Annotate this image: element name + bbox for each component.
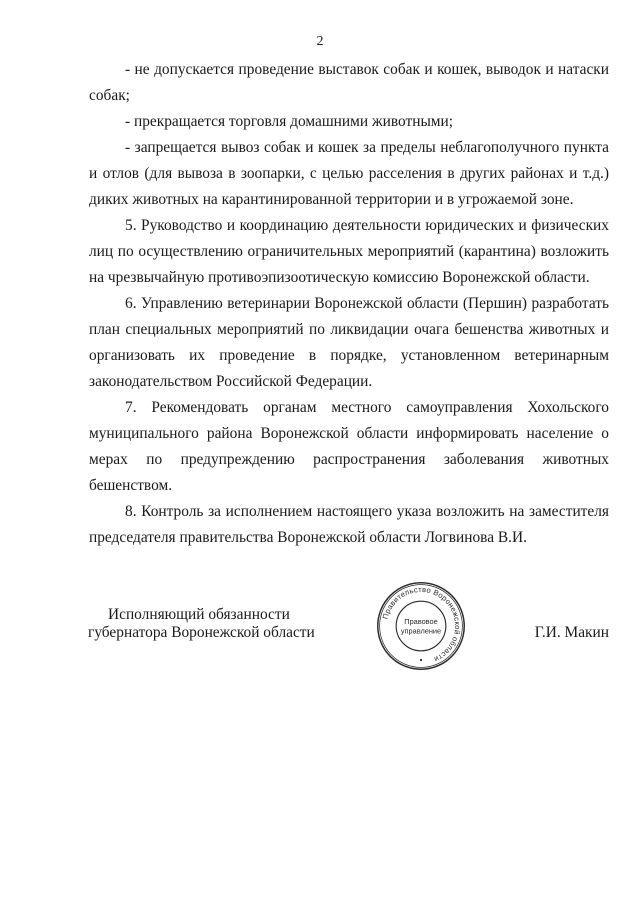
paragraph-item-5: 5. Руководство и координацию деятельности юридических и физических лиц по осуществлению ограничительных мероприятий (карантина) возложить на чрезвычайную противоэпизоотическую комиссию Воронежской области.: [89, 217, 609, 286]
paragraph-item-6: 6. Управлению ветеринарии Воронежской области (Першин) разработать план специальных мероприятий по ликвидации очага бешенства животных и организовать их проведение в порядке, установленном ветеринарным законодательством Российской Федерации.: [89, 295, 609, 390]
paragraph-exhibitions-ban: - не допускается проведение выставок собак и кошек, выводок и натаски собак;: [89, 61, 609, 104]
paragraph-export-ban: - запрещается вывоз собак и кошек за пределы неблагополучного пункта и отлов (для вывоза в зоопарки, с целью расселения в других районах и т.д.) диких животных на карантинированной территории и в угрожаемой зоне.: [89, 139, 609, 208]
signatory-title-line1: Исполняющий обязанности: [108, 606, 290, 623]
signatory-title-line2: губернатора Воронежской области: [88, 624, 315, 641]
stamp-center-line2: управление: [400, 626, 442, 636]
paragraph-trade-stopped: - прекращается торговля домашними животными;: [125, 113, 454, 130]
stamp-ring-text: Правительство Воронежской области: [380, 584, 463, 665]
paragraph-item-8: 8. Контроль за исполнением настоящего указа возложить на заместителя председателя правительства Воронежской области Логвинова В.И.: [89, 503, 609, 546]
stamp-center-line1: Правовое: [404, 617, 438, 627]
signatory-title: [88, 606, 328, 642]
signatory-name: Г.И. Макин: [534, 624, 609, 641]
paragraph-item-7: 7. Рекомендовать органам местного самоуправления Хохольского муниципального района Воронежской области информировать население о мерах по предупреждению распространения заболевания животных бешенством.: [89, 399, 609, 494]
official-stamp: [375, 580, 467, 672]
stamp-dot: [420, 659, 422, 661]
page-number: 2: [316, 34, 324, 49]
document-body: [89, 57, 609, 551]
signature-block: [0, 584, 640, 702]
